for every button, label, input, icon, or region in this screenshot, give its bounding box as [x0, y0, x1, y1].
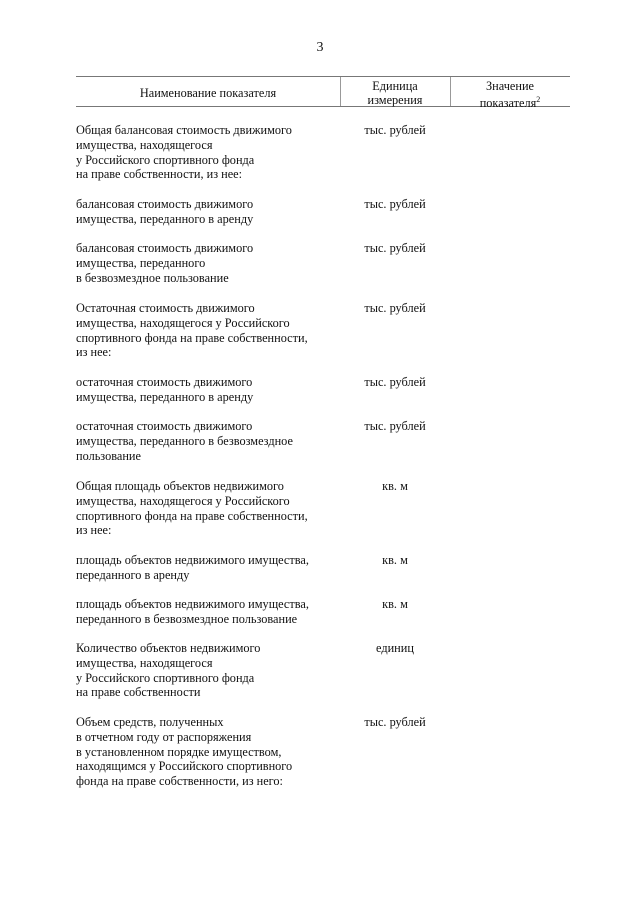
indicator-name: Количество объектов недвижимого имущества, находящегося у Российского спортивного фонда на праве собственности — [76, 641, 261, 700]
header-value: Значение показателя$^2$ — [479, 79, 541, 111]
indicator-unit: кв. м — [382, 597, 408, 611]
indicator-name: Общая балансовая стоимость движимого имущества, находящегося у Российского спортивного фонда на праве собственности, из нее: — [76, 123, 292, 182]
indicator-name: Остаточная стоимость движимого имущества, находящегося у Российского спортивного фонда на праве собственности, из нее: — [76, 301, 308, 360]
indicator-unit: тыс. рублей — [364, 241, 426, 255]
indicator-name: площадь объектов недвижимого имущества, переданного в безвозмездное пользование — [76, 597, 309, 626]
header-unit: Единица измерения — [367, 79, 423, 107]
indicator-unit: тыс. рублей — [364, 197, 426, 211]
indicator-unit: тыс. рублей — [364, 375, 426, 389]
indicator-unit: кв. м — [382, 553, 408, 567]
indicator-name: балансовая стоимость движимого имущества, переданного в безвозмездное пользование — [76, 241, 254, 285]
indicator-name: Общая площадь объектов недвижимого имущества, находящегося у Российского спортивного фонда на праве собственности, из нее: — [76, 479, 308, 538]
page-number: 3 — [316, 40, 324, 55]
indicator-unit: единиц — [376, 641, 414, 655]
indicator-name: остаточная стоимость движимого имущества, переданного в безвозмездное пользование — [76, 419, 293, 463]
indicator-name: площадь объектов недвижимого имущества, переданного в аренду — [76, 553, 309, 582]
indicator-unit: тыс. рублей — [364, 715, 426, 729]
indicator-name: Объем средств, полученных в отчетном году от распоряжения в установленном порядке имуществом, находящимся у Российского спортивного фонда на праве собственности, из него: — [76, 715, 293, 789]
table-top-rule — [76, 76, 570, 77]
indicator-name: остаточная стоимость движимого имущества, переданного в аренду — [76, 375, 254, 404]
indicator-unit: тыс. рублей — [364, 301, 426, 315]
indicator-unit: тыс. рублей — [364, 123, 426, 137]
indicator-unit: кв. м — [382, 479, 408, 493]
indicator-name: балансовая стоимость движимого имущества, переданного в аренду — [76, 197, 254, 226]
header-name: Наименование показателя — [139, 86, 277, 100]
footnote-mark: 2 — [536, 95, 541, 104]
indicator-unit: тыс. рублей — [364, 419, 426, 433]
